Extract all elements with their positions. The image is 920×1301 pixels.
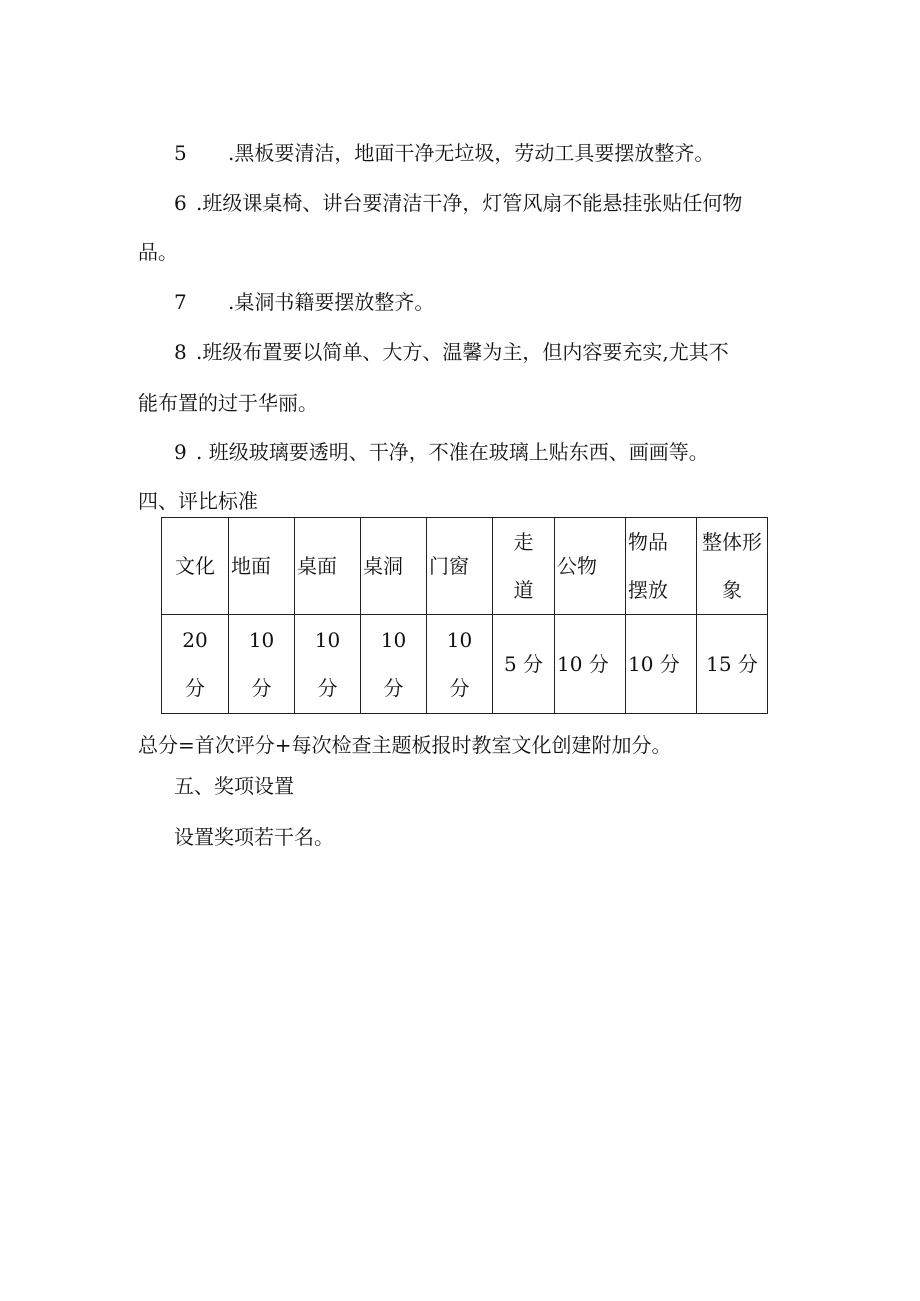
score-unit: 分 [449,676,470,700]
rule-number: 9 [174,440,187,464]
section-4-title: 四、评比标准 [138,489,258,513]
header-item-line1: 物品 [628,530,668,554]
score-unit: 分 [317,676,338,700]
rule-text: .黑板要清洁，地面干净无垃圾，劳动工具要摆放整齐。 [228,141,715,165]
score-number: 20 [182,628,208,652]
header-overall-line1: 整体形 [702,530,762,554]
score-number: 10 [248,628,275,652]
score-number: 10 [446,628,473,652]
section-5-title: 五、奖项设置 [174,774,294,798]
rule-text: . 班级玻璃要透明、干净，不准在玻璃上贴东西、画画等。 [196,440,709,464]
table-score-row [162,615,768,714]
score-item-arrangement: 10 分 [626,615,697,714]
table-header-row [162,518,768,615]
header-overall-image [697,518,768,615]
rule-6-continuation: 品。 [138,240,178,264]
rule-5 [174,143,714,163]
header-item-line2: 摆放 [628,578,668,602]
header-aisle-line2: 道 [513,578,534,602]
rule-text: .桌洞书籍要摆放整齐。 [228,290,435,314]
score-doors-windows [427,615,493,714]
header-floor: 地面 [229,518,295,615]
score-public-property: 10 分 [555,615,626,714]
score-aisle: 5 分 [493,615,555,714]
rule-number: 5 [174,141,187,165]
score-number: 10 [314,628,341,652]
header-public-property: 公物 [555,518,626,615]
rule-8-continuation: 能布置的过于华丽。 [138,391,318,415]
rule-6 [174,193,742,213]
score-unit: 分 [251,676,272,700]
score-unit: 分 [383,676,404,700]
rule-number: 7 [174,290,187,314]
rule-number: 6 [174,191,187,215]
rule-text: .班级课桌椅、讲台要清洁干净，灯管风扇不能悬挂张贴任何物 [196,191,743,215]
header-doors-windows: 门窗 [427,518,493,615]
scoring-table [161,517,768,714]
score-desk-drawer [361,615,427,714]
score-number: 10 [380,628,407,652]
score-overall-image: 15 分 [697,615,768,714]
rule-text: .班级布置要以简单、大方、温馨为主，但内容要充实,尤其不 [196,340,729,364]
header-desk-drawer: 桌洞 [361,518,427,615]
score-desktop [295,615,361,714]
header-desktop: 桌面 [295,518,361,615]
score-unit: 分 [185,676,205,700]
section-5-body: 设置奖项若干名。 [174,825,334,849]
rule-8 [174,342,729,362]
header-aisle [493,518,555,615]
rule-9 [174,442,709,462]
rule-number: 8 [174,340,187,364]
rule-7 [174,292,434,312]
header-aisle-line1: 走 [513,530,534,554]
score-culture [162,615,229,714]
header-culture: 文化 [162,518,229,615]
header-item-arrangement [626,518,697,615]
total-score-note: 总分=首次评分+每次检查主题板报时教室文化创建附加分。 [138,733,672,757]
header-overall-line2: 象 [722,578,742,602]
score-floor [229,615,295,714]
